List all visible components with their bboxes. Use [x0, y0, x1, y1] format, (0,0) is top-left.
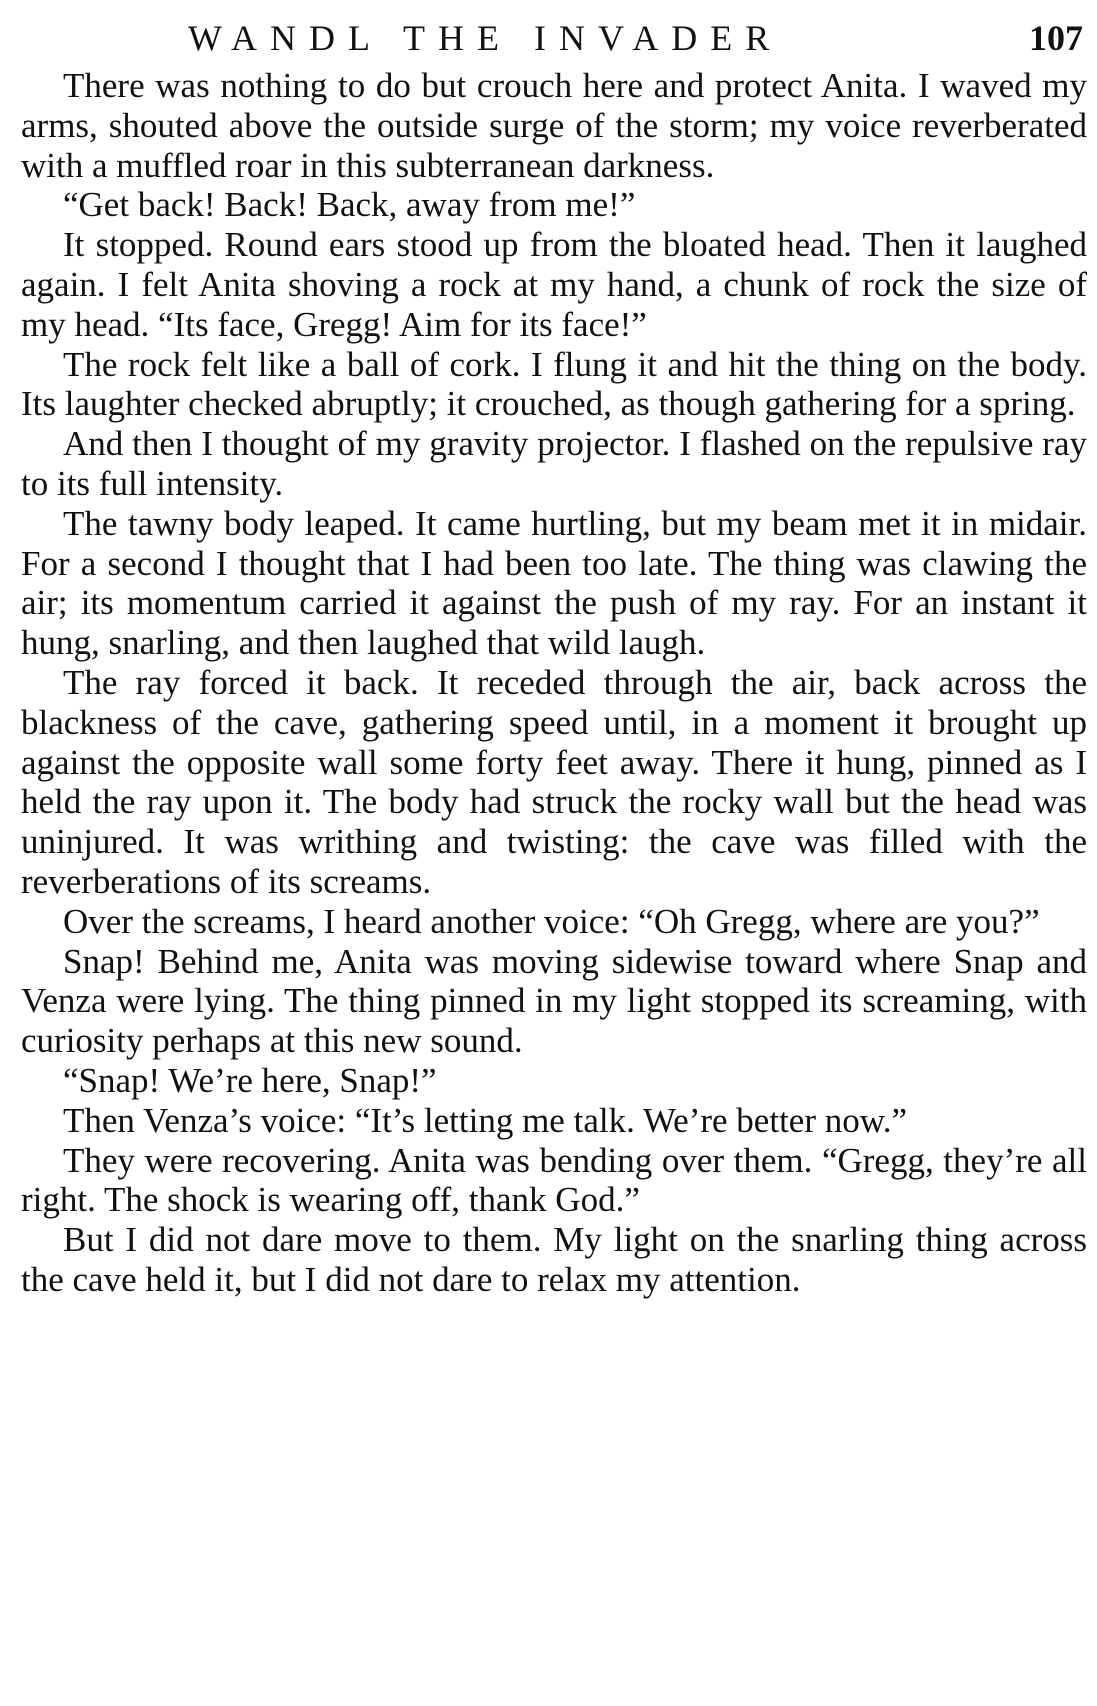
- paragraph: “Snap! We’re here, Snap!”: [63, 1060, 437, 1100]
- paragraph: And then I thought of my gravity projector. I flashed on the repulsive ray to its full intensity.: [21, 424, 1087, 503]
- paragraph: But I did not dare move to them. My light on the snarling thing across the cave held it, but I did not dare to relax my attention.: [21, 1220, 1087, 1299]
- paragraph: They were recovering. Anita was bending over them. “Gregg, they’re all right. The shock is wearing off, thank God.”: [21, 1140, 1087, 1220]
- paragraph: It stopped. Round ears stood up from the bloated head. Then it laughed again. I felt Anita shoving a rock at my hand, a chunk of rock the size of my head. “Its face, Gregg! Aim for its face!”: [21, 225, 1087, 344]
- paragraph: Over the screams, I heard another voice: “Oh Gregg, where are you?”: [63, 901, 1040, 941]
- page-number: 107: [1029, 18, 1083, 58]
- paragraph: The ray forced it back. It receded through the air, back across the blackness of the cave, gathering speed until, in a moment it brought up against the opposite wall some forty feet away. There it hung, pinned as I held the ray upon it. The body had struck the rocky wall but the head was uninjured. It was writhing and twisting: the cave was filled with the reverberations of its screams.: [21, 662, 1087, 901]
- paragraph: Snap! Behind me, Anita was moving sidewise toward where Snap and Venza were lying. The thing pinned in my light stopped its screaming, with curiosity perhaps at this new sound.: [21, 941, 1087, 1061]
- paragraph: Then Venza’s voice: “It’s letting me talk. We’re better now.”: [63, 1100, 908, 1140]
- paragraph: The rock felt like a ball of cork. I flung it and hit the thing on the body. Its laughter checked abruptly; it crouched, as though gathering for a spring.: [21, 344, 1087, 424]
- paragraph: The tawny body leaped. It came hurtling, but my beam met it in midair. For a second I thought that I had been too late. The thing was clawing the air; its momentum carried it against the push of my ray. For an instant it hung, snarling, and then laughed that wild laugh.: [21, 503, 1087, 663]
- running-header: [21, 14, 1087, 64]
- book-page: [21, 14, 1087, 1300]
- running-title: WANDL THE INVADER: [188, 18, 783, 58]
- body-text: [21, 66, 1087, 1300]
- paragraph: There was nothing to do but crouch here and protect Anita. I waved my arms, shouted above the outside surge of the storm; my voice reverberated with a muffled roar in this subterranean darkness.: [21, 66, 1087, 185]
- paragraph: “Get back! Back! Back, away from me!”: [63, 185, 636, 225]
